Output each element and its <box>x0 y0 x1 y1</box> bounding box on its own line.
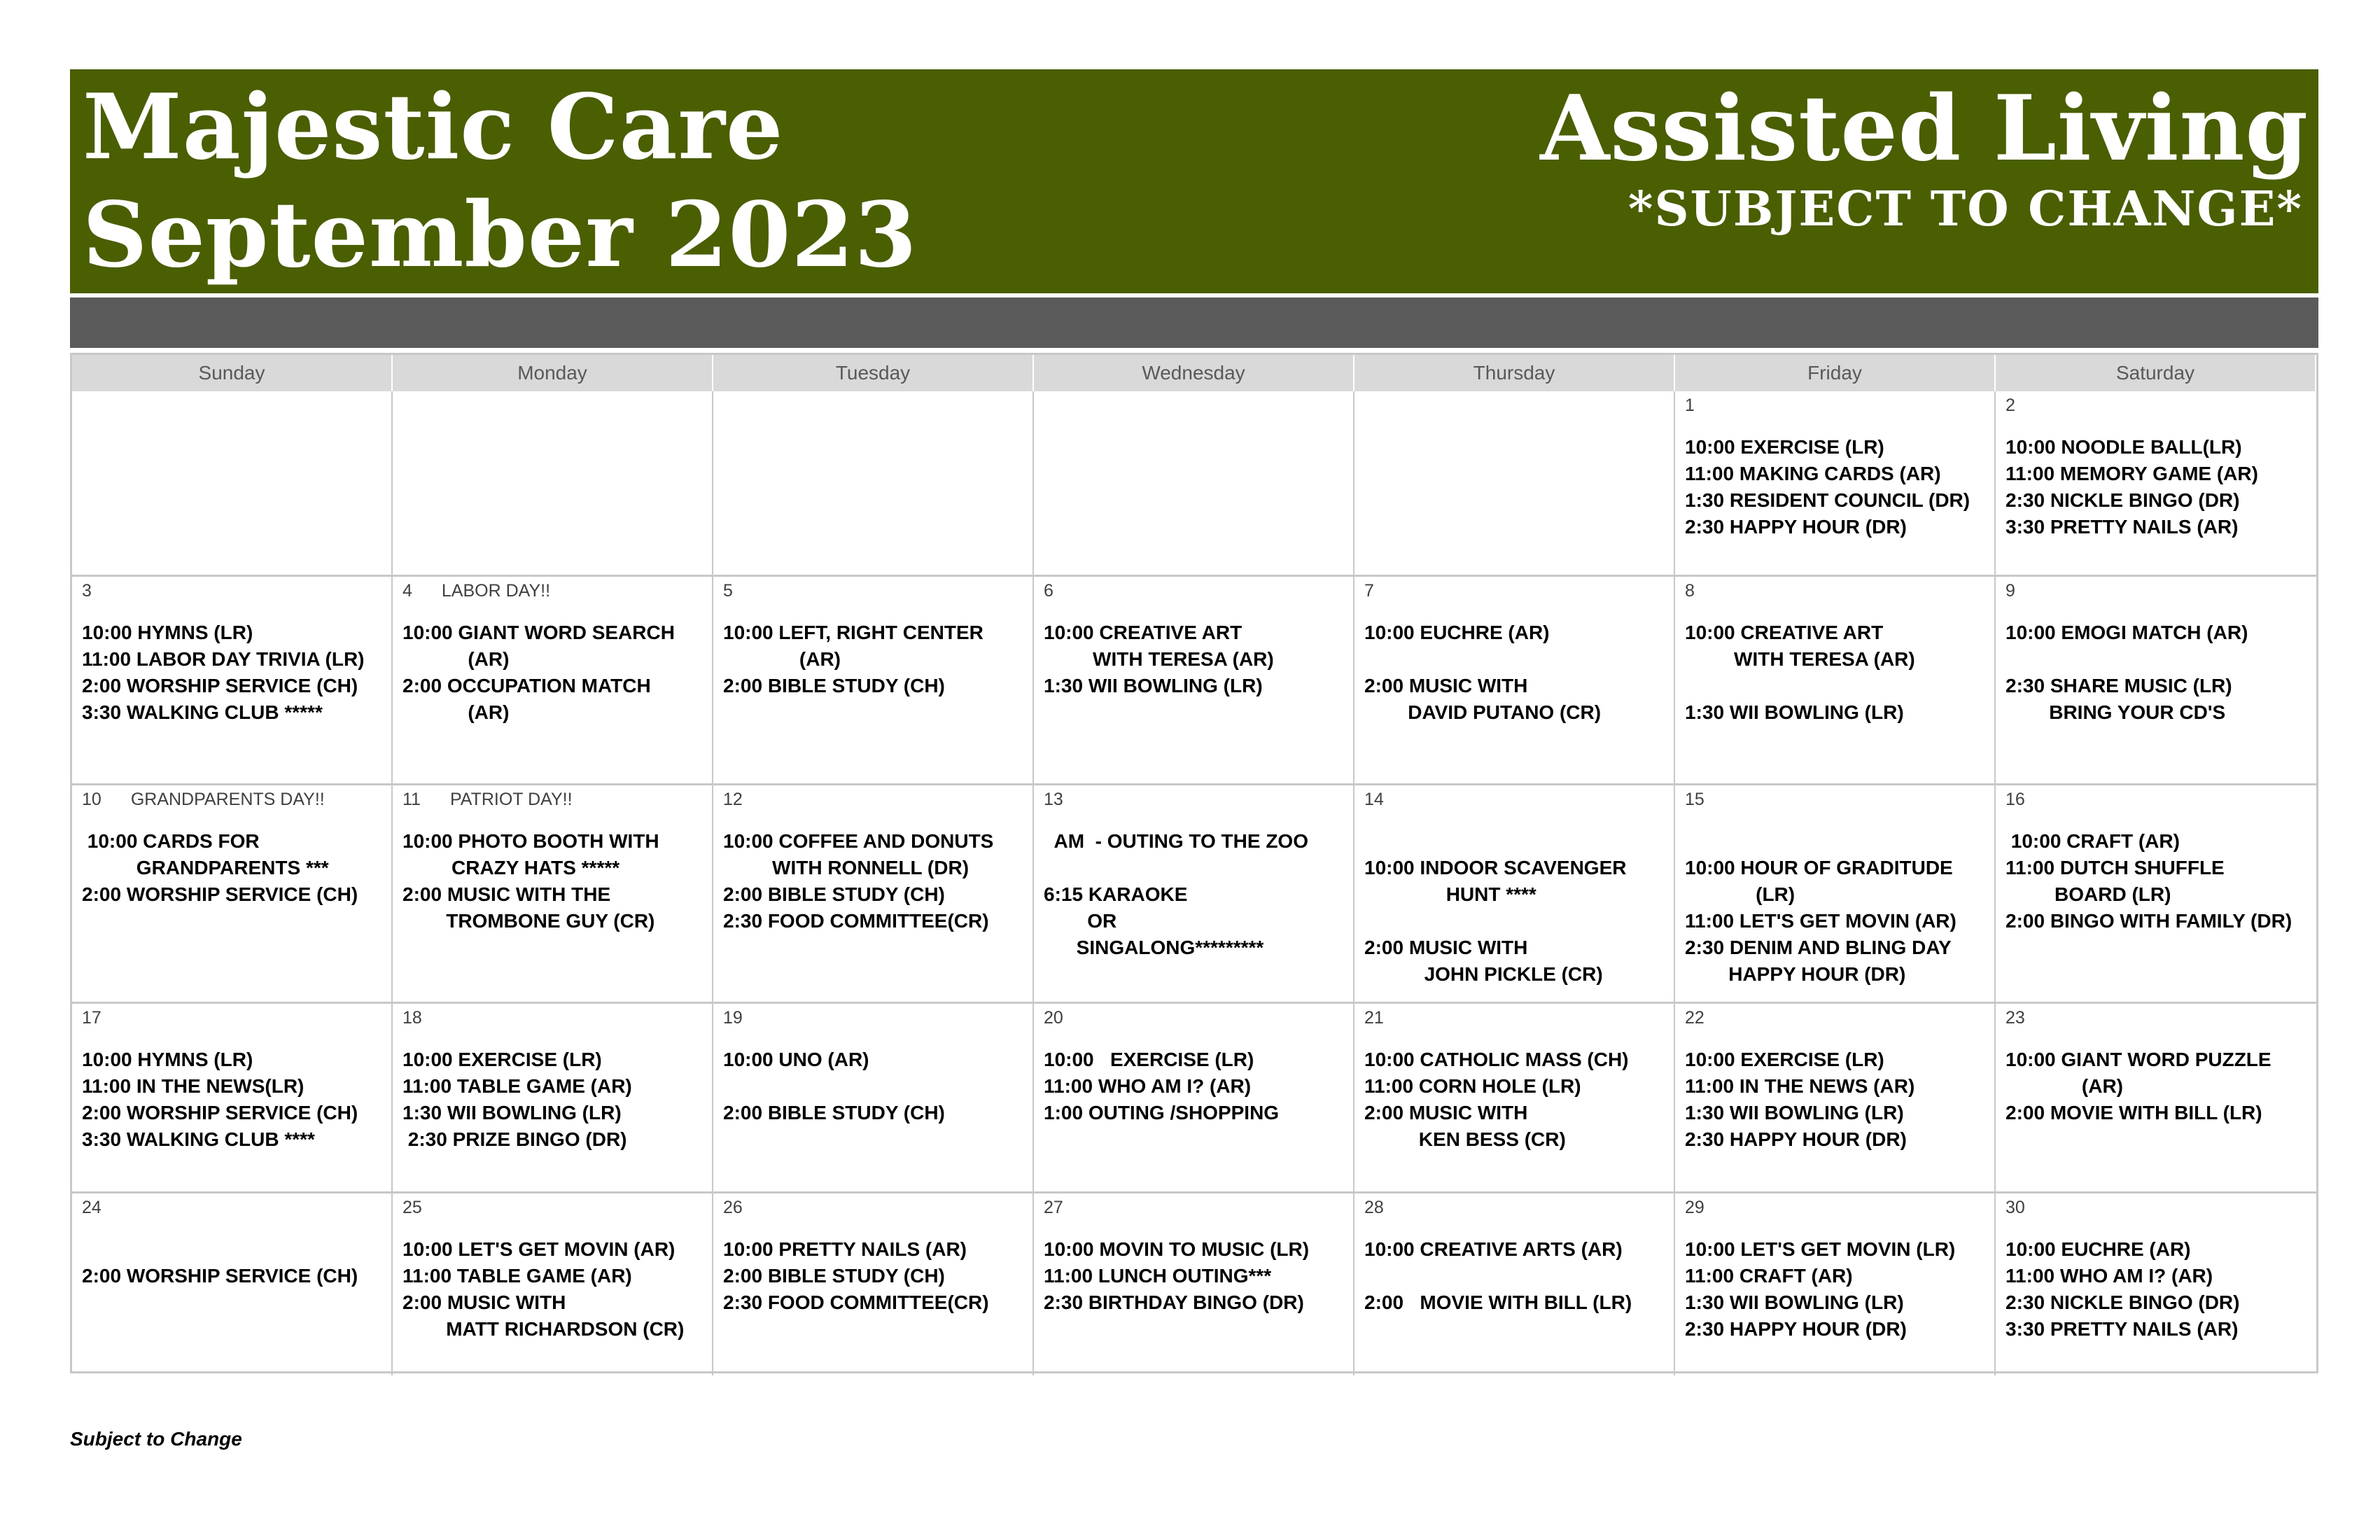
event-item: JOHN PICKLE (CR) <box>1364 963 1603 985</box>
event-item: 10:00 EXERCISE (LR) <box>1044 1049 1254 1070</box>
event-list <box>82 1046 382 1153</box>
event-item: 2:00 MUSIC WITH <box>1364 1102 1528 1124</box>
day-cell <box>393 575 713 783</box>
day-cell <box>1034 783 1354 1002</box>
day-cell <box>1675 391 1996 575</box>
event-list <box>402 620 702 726</box>
event-list <box>2005 1046 2306 1126</box>
day-number: 25 <box>402 1198 422 1217</box>
event-item: 2:30 NICKLE BINGO (DR) <box>2005 1292 2240 1313</box>
event-item: 3:30 PRETTY NAILS (AR) <box>2005 516 2239 538</box>
event-list <box>1364 1046 1664 1153</box>
event-item: 10:00 LET'S GET MOVIN (LR) <box>1685 1238 1956 1260</box>
day-number: 6 <box>1044 581 1054 601</box>
event-item: 2:00 WORSHIP SERVICE (CH) <box>82 883 358 905</box>
event-item: (LR) <box>1685 883 1795 905</box>
event-item: 10:00 EMOGI MATCH (AR) <box>2005 622 2248 643</box>
event-item: DAVID PUTANO (CR) <box>1364 701 1602 723</box>
event-list <box>1685 1046 1984 1153</box>
day-cell <box>72 391 393 575</box>
header-banner <box>70 69 2318 293</box>
event-item: 11:00 WHO AM I? (AR) <box>1044 1075 1252 1097</box>
day-cell <box>1354 1191 1675 1376</box>
event-item: 10:00 HYMNS (LR) <box>82 1049 253 1070</box>
event-item: 2:00 BIBLE STUDY (CH) <box>723 675 945 696</box>
event-item: 2:30 BIRTHDAY BINGO (DR) <box>1044 1292 1304 1313</box>
event-item: 11:00 LUNCH OUTING*** <box>1044 1265 1272 1287</box>
day-cell <box>1034 391 1354 575</box>
day-number: 3 <box>82 581 92 601</box>
event-item: 3:30 PRETTY NAILS (AR) <box>2005 1318 2239 1340</box>
day-cell <box>713 1002 1034 1191</box>
event-list <box>1364 1236 1664 1316</box>
day-number: 15 <box>1685 790 1704 809</box>
event-item: HAPPY HOUR (DR) <box>1685 963 1906 985</box>
day-number: 14 <box>1364 790 1384 809</box>
weekday-header: Saturday <box>1996 355 2316 391</box>
event-item: 11:00 LET'S GET MOVIN (AR) <box>1685 910 1956 932</box>
day-cell <box>1354 575 1675 783</box>
day-number: 22 <box>1685 1008 1704 1028</box>
event-item: 10:00 CREATIVE ART <box>1044 622 1242 643</box>
event-list <box>723 620 1023 699</box>
event-item: 10:00 CATHOLIC MASS (CH) <box>1364 1049 1629 1070</box>
day-number: 17 <box>82 1008 102 1028</box>
day-number: 21 <box>1364 1008 1384 1028</box>
event-item: 2:00 MOVIE WITH BILL (LR) <box>1364 1292 1632 1313</box>
day-cell <box>713 575 1034 783</box>
day-cell <box>393 1002 713 1191</box>
header-divider-bar <box>70 298 2318 348</box>
event-item: 10:00 UNO (AR) <box>723 1049 869 1070</box>
event-item: 2:00 BIBLE STUDY (CH) <box>723 1102 945 1124</box>
event-item: 10:00 LEFT, RIGHT CENTER <box>723 622 983 643</box>
event-item: 11:00 MAKING CARDS (AR) <box>1685 463 1941 484</box>
event-item: 2:00 OCCUPATION MATCH <box>402 675 651 696</box>
day-number: 19 <box>723 1008 743 1028</box>
event-item: 11:00 WHO AM I? (AR) <box>2005 1265 2213 1287</box>
day-number: 28 <box>1364 1198 1384 1217</box>
day-cell <box>72 575 393 783</box>
event-list <box>1685 1236 1984 1343</box>
event-list <box>1044 620 1343 699</box>
event-item: 2:30 FOOD COMMITTEE(CR) <box>723 1292 989 1313</box>
event-item: 10:00 GIANT WORD PUZZLE <box>2005 1049 2272 1070</box>
event-item: 10:00 PHOTO BOOTH WITH <box>402 830 659 852</box>
day-cell <box>1354 1002 1675 1191</box>
event-item: 2:00 WORSHIP SERVICE (CH) <box>82 675 358 696</box>
day-number: 12 <box>723 790 743 809</box>
event-item: HUNT **** <box>1364 883 1536 905</box>
event-item: KEN BESS (CR) <box>1364 1128 1566 1150</box>
day-number: 1 <box>1685 396 1695 415</box>
event-list <box>1685 828 1984 988</box>
day-cell <box>72 1002 393 1191</box>
event-item: 2:00 BIBLE STUDY (CH) <box>723 883 945 905</box>
event-item: 6:15 KARAOKE <box>1044 883 1188 905</box>
event-item: BOARD (LR) <box>2005 883 2171 905</box>
event-item: (AR) <box>2005 1075 2123 1097</box>
event-item <box>1364 908 1664 934</box>
day-number: 11 <box>402 790 421 809</box>
event-item: 2:00 MOVIE WITH BILL (LR) <box>2005 1102 2262 1124</box>
event-item: WITH TERESA (AR) <box>1044 648 1274 670</box>
event-item: 11:00 LABOR DAY TRIVIA (LR) <box>82 648 365 670</box>
weekday-header: Friday <box>1675 355 1996 391</box>
event-item: AM - OUTING TO THE ZOO <box>1044 830 1308 852</box>
event-item: 2:30 DENIM AND BLING DAY <box>1685 937 1952 958</box>
event-item: WITH RONNELL (DR) <box>723 857 969 878</box>
event-item: 10:00 HOUR OF GRADITUDE <box>1685 857 1953 878</box>
event-item: 10:00 CREATIVE ART <box>1685 622 1884 643</box>
event-item: 11:00 TABLE GAME (AR) <box>402 1265 632 1287</box>
day-cell <box>393 391 713 575</box>
event-item: OR <box>1044 910 1117 932</box>
event-item: 1:30 RESIDENT COUNCIL (DR) <box>1685 489 1970 511</box>
event-list <box>82 828 382 908</box>
event-item: SINGALONG********* <box>1044 937 1264 958</box>
day-number: 20 <box>1044 1008 1063 1028</box>
event-item: 10:00 NOODLE BALL(LR) <box>2005 436 2242 458</box>
event-item: 10:00 EXERCISE (LR) <box>402 1049 602 1070</box>
event-list <box>723 1046 1023 1126</box>
event-item: 10:00 MOVIN TO MUSIC (LR) <box>1044 1238 1310 1260</box>
event-item: 1:30 WII BOWLING (LR) <box>1685 701 1904 723</box>
event-item: 11:00 IN THE NEWS(LR) <box>82 1075 304 1097</box>
event-item: 3:30 WALKING CLUB **** <box>82 1128 315 1150</box>
day-cell <box>1675 1002 1996 1191</box>
event-item <box>2005 646 2306 673</box>
event-item: (AR) <box>723 648 841 670</box>
event-list <box>82 620 382 726</box>
event-item: 11:00 IN THE NEWS (AR) <box>1685 1075 1915 1097</box>
event-item: 10:00 LET'S GET MOVIN (AR) <box>402 1238 676 1260</box>
event-item: 10:00 CRAFT (AR) <box>2005 830 2180 852</box>
day-cell <box>1996 391 2316 575</box>
event-list <box>1044 828 1343 961</box>
holiday-label: PATRIOT DAY!! <box>449 790 573 809</box>
event-item: MATT RICHARDSON (CR) <box>402 1318 685 1340</box>
event-item <box>1364 828 1664 855</box>
event-item: 2:00 MUSIC WITH THE <box>402 883 611 905</box>
event-list <box>402 828 702 934</box>
day-number: 2 <box>2005 396 2015 415</box>
day-number: 5 <box>723 581 733 601</box>
day-cell <box>1675 1191 1996 1376</box>
event-list <box>1364 828 1664 988</box>
event-item <box>1044 855 1343 881</box>
event-list <box>2005 828 2306 934</box>
day-cell <box>1034 575 1354 783</box>
event-item <box>82 1236 382 1263</box>
day-number: 26 <box>723 1198 743 1217</box>
day-number: 16 <box>2005 790 2025 809</box>
event-item: 2:30 HAPPY HOUR (DR) <box>1685 516 1907 538</box>
event-item: CRAZY HATS ***** <box>402 857 620 878</box>
day-cell <box>1675 783 1996 1002</box>
event-item: 1:30 WII BOWLING (LR) <box>1685 1292 1904 1313</box>
day-cell <box>393 1191 713 1376</box>
event-item: 11:00 TABLE GAME (AR) <box>402 1075 632 1097</box>
day-cell <box>713 391 1034 575</box>
day-cell <box>713 783 1034 1002</box>
event-item: GRANDPARENTS *** <box>82 857 329 878</box>
day-number: 9 <box>2005 581 2015 601</box>
event-item: 10:00 EXERCISE (LR) <box>1685 1049 1884 1070</box>
event-item: 10:00 CREATIVE ARTS (AR) <box>1364 1238 1623 1260</box>
day-cell <box>1354 391 1675 575</box>
event-item: 2:00 BINGO WITH FAMILY (DR) <box>2005 910 2292 932</box>
footer-note: Subject to Change <box>70 1428 242 1450</box>
month-title: September 2023 <box>83 183 918 288</box>
event-item: 11:00 CORN HOLE (LR) <box>1364 1075 1581 1097</box>
day-cell <box>1996 1002 2316 1191</box>
holiday-label: LABOR DAY!! <box>441 581 551 601</box>
day-cell <box>713 1191 1034 1376</box>
event-list <box>2005 434 2306 540</box>
event-item: 2:00 BIBLE STUDY (CH) <box>723 1265 945 1287</box>
event-item: 10:00 EUCHRE (AR) <box>2005 1238 2191 1260</box>
event-item: 10:00 HYMNS (LR) <box>82 622 253 643</box>
event-item: 2:00 WORSHIP SERVICE (CH) <box>82 1102 358 1124</box>
event-item: (AR) <box>402 648 510 670</box>
event-item: 2:00 MUSIC WITH <box>402 1292 566 1313</box>
event-item: 2:30 HAPPY HOUR (DR) <box>1685 1128 1907 1150</box>
day-cell <box>72 1191 393 1376</box>
day-number: 13 <box>1044 790 1063 809</box>
event-list <box>1685 434 1984 540</box>
org-name: Majestic Care <box>83 75 784 180</box>
day-cell <box>1996 1191 2316 1376</box>
event-item: 2:30 PRIZE BINGO (DR) <box>402 1128 627 1150</box>
program-title: Assisted Living <box>1540 76 2309 181</box>
event-item: 2:30 NICKLE BINGO (DR) <box>2005 489 2240 511</box>
event-item: 1:30 WII BOWLING (LR) <box>1044 675 1263 696</box>
day-number: 27 <box>1044 1198 1063 1217</box>
day-number: 4 <box>402 581 412 601</box>
day-number: 24 <box>82 1198 102 1217</box>
day-cell <box>1675 575 1996 783</box>
event-item: 10:00 EXERCISE (LR) <box>1685 436 1884 458</box>
day-cell <box>1996 575 2316 783</box>
event-item <box>1364 1263 1664 1289</box>
event-item: 11:00 MEMORY GAME (AR) <box>2005 463 2258 484</box>
event-item: 2:00 MUSIC WITH <box>1364 675 1528 696</box>
event-item: 1:30 WII BOWLING (LR) <box>1685 1102 1904 1124</box>
event-list <box>1044 1236 1343 1316</box>
event-item: 10:00 EUCHRE (AR) <box>1364 622 1550 643</box>
weekday-header: Monday <box>393 355 713 391</box>
event-item: 11:00 DUTCH SHUFFLE <box>2005 857 2225 878</box>
event-item: 10:00 GIANT WORD SEARCH <box>402 622 675 643</box>
event-list <box>2005 1236 2306 1343</box>
event-item: (AR) <box>402 701 510 723</box>
weekday-header: Sunday <box>72 355 393 391</box>
event-list <box>1044 1046 1343 1126</box>
day-number: 18 <box>402 1008 422 1028</box>
event-item: 1:30 WII BOWLING (LR) <box>402 1102 622 1124</box>
day-number: 23 <box>2005 1008 2025 1028</box>
event-item <box>1685 673 1984 699</box>
event-list <box>402 1046 702 1153</box>
event-item: 3:30 WALKING CLUB ***** <box>82 701 323 723</box>
event-list <box>2005 620 2306 726</box>
event-list <box>1364 620 1664 726</box>
weekday-header: Tuesday <box>713 355 1034 391</box>
change-notice: *SUBJECT TO CHANGE* <box>1628 181 2303 237</box>
day-number: 7 <box>1364 581 1374 601</box>
day-cell <box>1996 783 2316 1002</box>
event-list <box>82 1236 382 1289</box>
day-cell <box>393 783 713 1002</box>
holiday-label: GRANDPARENTS DAY!! <box>130 790 325 809</box>
event-item: 10:00 INDOOR SCAVENGER <box>1364 857 1627 878</box>
event-item: 2:00 MUSIC WITH <box>1364 937 1528 958</box>
event-list <box>1685 620 1984 726</box>
event-item: 2:30 SHARE MUSIC (LR) <box>2005 675 2232 696</box>
day-number: 10 <box>82 790 102 809</box>
day-number: 8 <box>1685 581 1695 601</box>
event-item <box>723 1073 1023 1100</box>
event-item: 11:00 CRAFT (AR) <box>1685 1265 1853 1287</box>
day-cell <box>1034 1191 1354 1376</box>
day-cell <box>1034 1002 1354 1191</box>
event-item: 2:30 HAPPY HOUR (DR) <box>1685 1318 1907 1340</box>
day-cell <box>72 783 393 1002</box>
event-list <box>723 828 1023 934</box>
calendar-grid <box>70 353 2318 1373</box>
day-cell <box>1354 783 1675 1002</box>
day-number: 30 <box>2005 1198 2025 1217</box>
event-item: 10:00 PRETTY NAILS (AR) <box>723 1238 967 1260</box>
event-item: BRING YOUR CD'S <box>2005 701 2226 723</box>
event-list <box>402 1236 702 1343</box>
weekday-header: Thursday <box>1354 355 1675 391</box>
event-item <box>1364 646 1664 673</box>
weekday-header: Wednesday <box>1034 355 1354 391</box>
event-item: 1:00 OUTING /SHOPPING <box>1044 1102 1280 1124</box>
event-item: TROMBONE GUY (CR) <box>402 910 655 932</box>
event-item: WITH TERESA (AR) <box>1685 648 1915 670</box>
event-item: 2:30 FOOD COMMITTEE(CR) <box>723 910 989 932</box>
event-item: 10:00 COFFEE AND DONUTS <box>723 830 994 852</box>
day-number: 29 <box>1685 1198 1704 1217</box>
event-list <box>723 1236 1023 1316</box>
event-item: 2:00 WORSHIP SERVICE (CH) <box>82 1265 358 1287</box>
event-item: 10:00 CARDS FOR <box>82 830 260 852</box>
event-item <box>1685 828 1984 855</box>
